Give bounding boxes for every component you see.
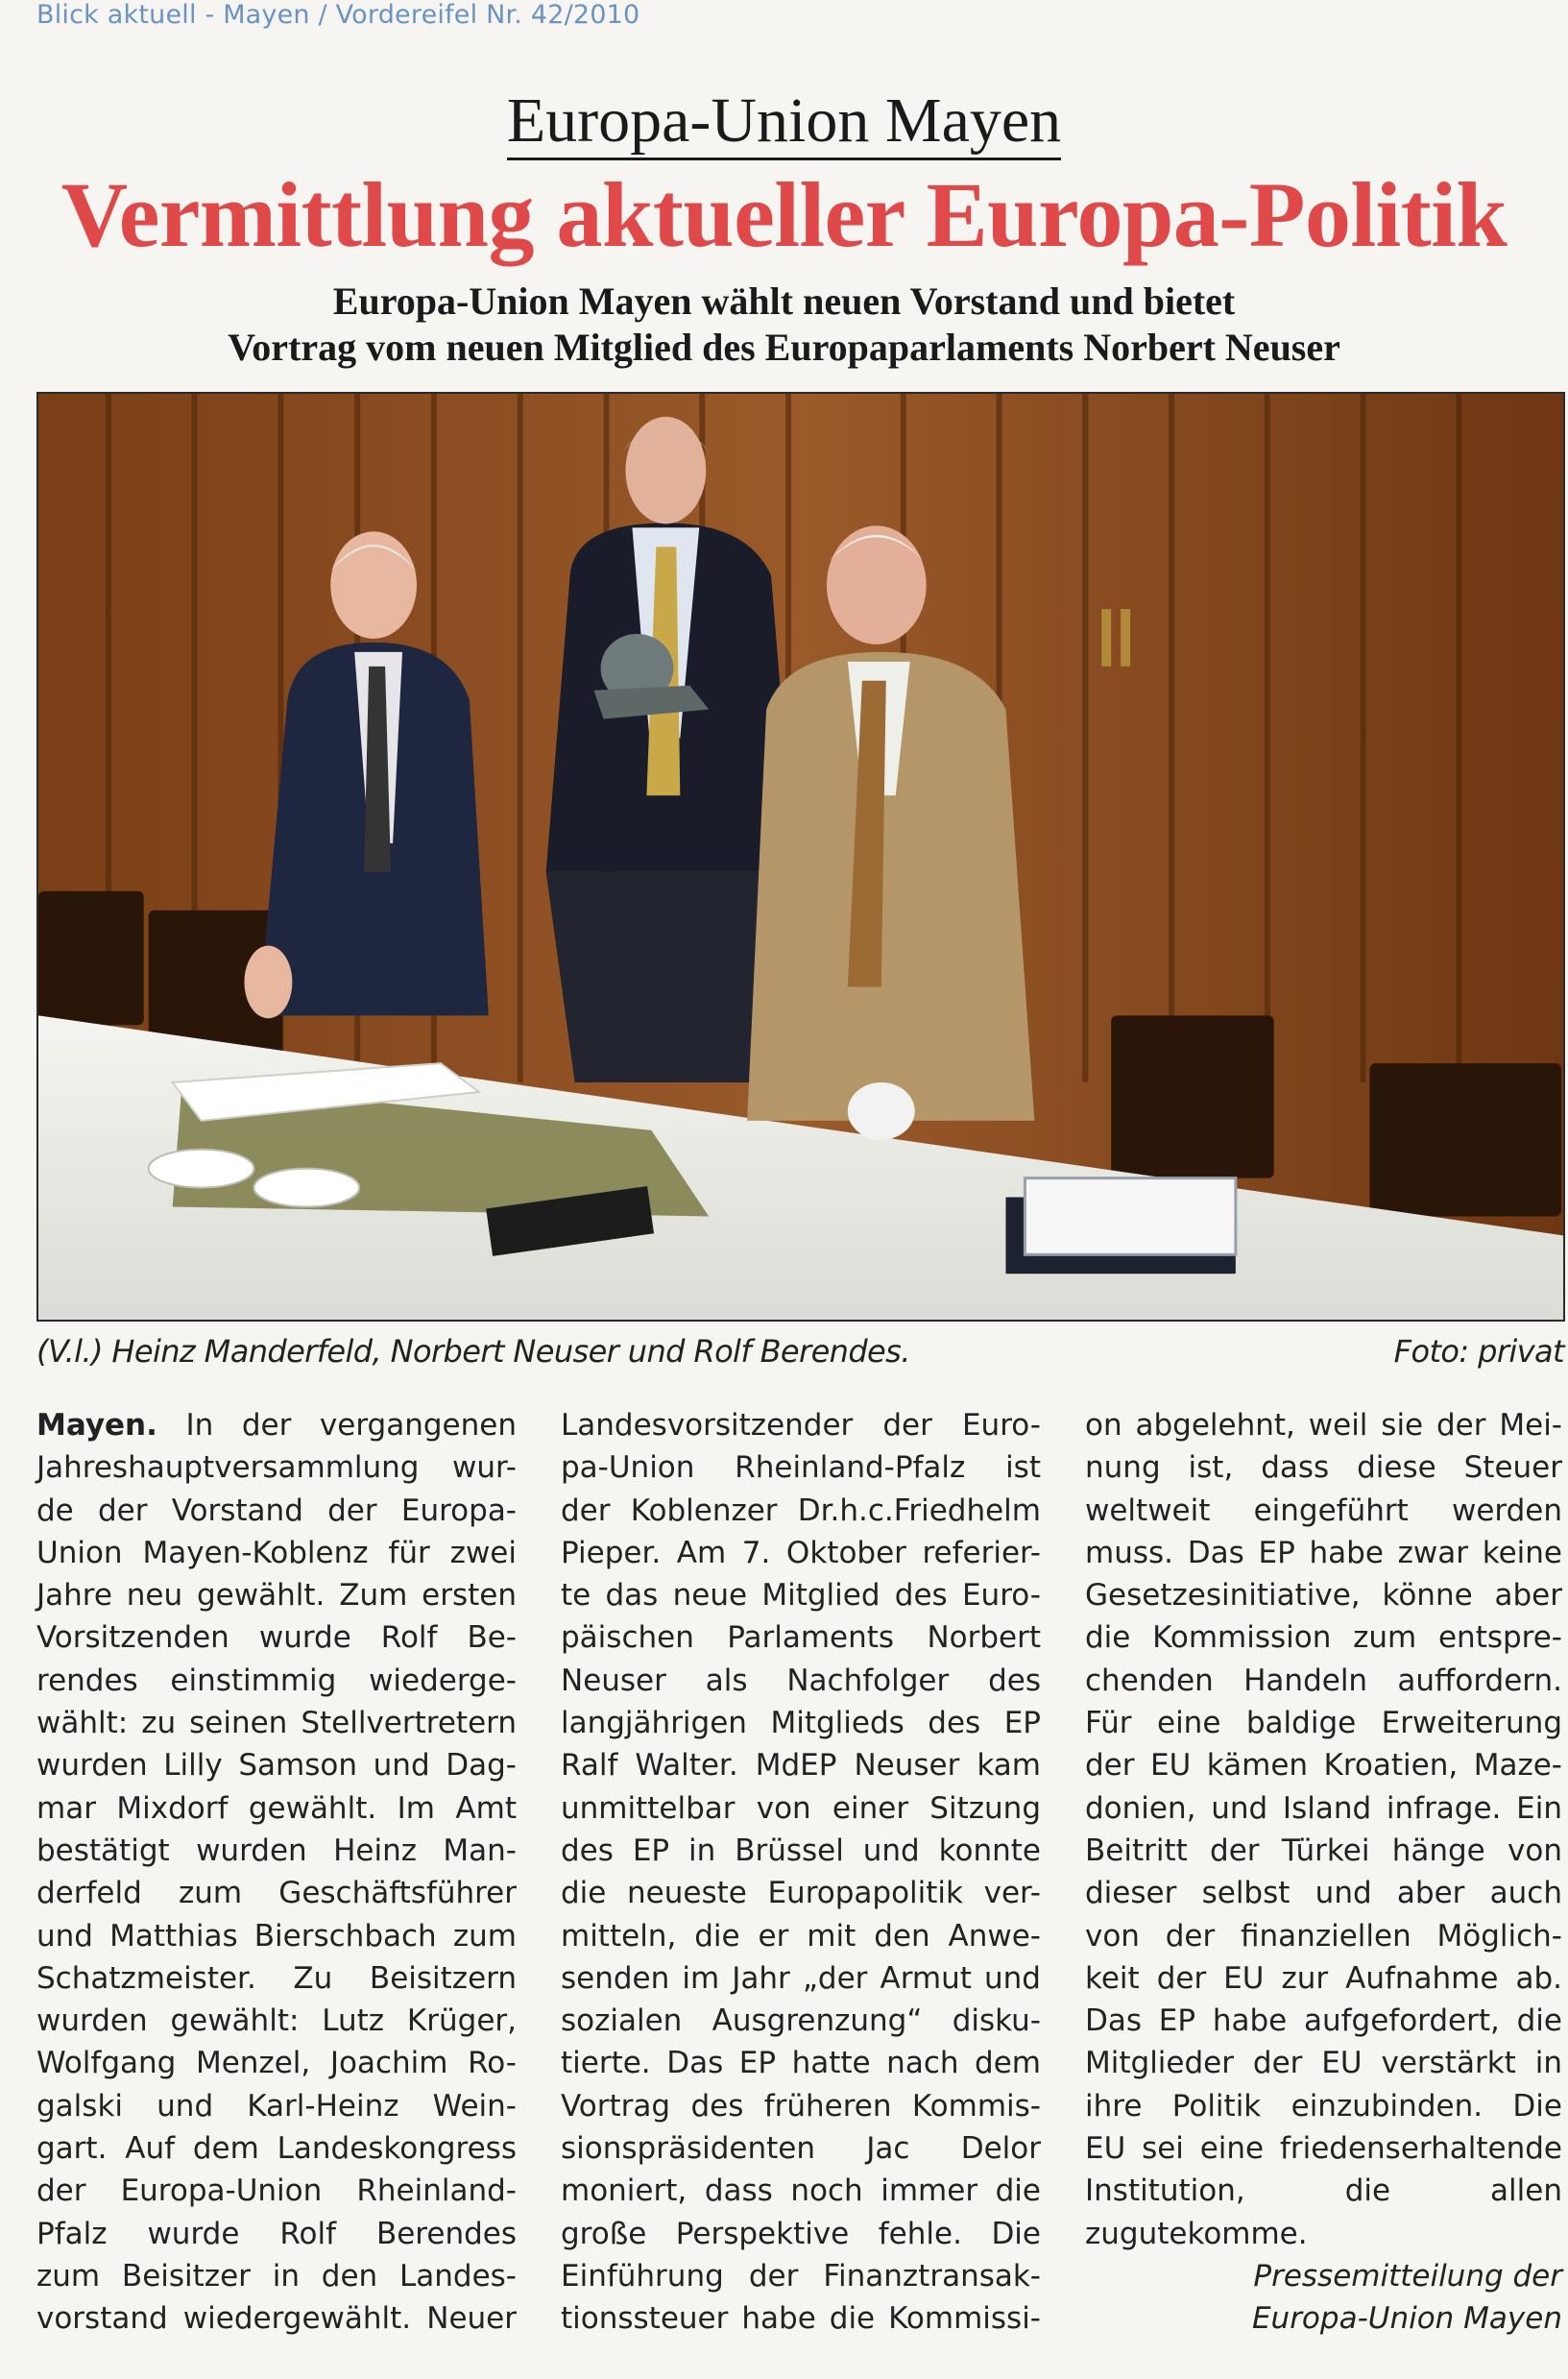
column-3-line: muss. Das EP habe zwar keine [1085,1535,1562,1570]
column-2-line: moniert, dass noch immer die [561,2173,1041,2209]
column-2-line: die neueste Europapolitik ver- [561,1876,1041,1911]
column-3-line: chenden Handeln auffordern. [1085,1663,1562,1698]
column-3-line: weltweit eingeführt werden [1085,1493,1562,1528]
column-3-line: Gesetzesinitiative, könne aber [1085,1578,1562,1614]
kicker [0,85,1568,158]
column-2-line: Ralf Walter. MdEP Neuser kam [561,1748,1041,1784]
column-1-line: derfeld zum Geschäftsführer [36,1876,517,1911]
photo-caption: (V.l.) Heinz Manderfeld, Norbert Neuser und Rolf Berendes. [36,1333,910,1370]
column-1-line: Union Mayen-Koblenz für zwei [36,1535,517,1570]
column-2-line: des EP in Brüssel und konnte [561,1833,1041,1868]
column-2-line: der Koblenzer Dr.h.c.Friedhelm [561,1493,1041,1528]
column-2-line: sionspräsidenten Jac Delor [561,2131,1041,2167]
column-1-line: wurden gewählt: Lutz Krüger, [36,2003,517,2039]
column-3-line: Für eine baldige Erweiterung [1085,1706,1562,1741]
column-2-line: mitteln, die er mit den Anwe- [561,1918,1041,1954]
column-3-line: EU sei eine friedenserhaltende [1085,2131,1562,2167]
subheadline-line-1: Europa-Union Mayen wählt neuen Vorstand und bietet [332,279,1236,323]
column-3-line: der EU kämen Kroatien, Maze- [1085,1748,1562,1784]
column-1-line: gart. Auf dem Landeskongress [36,2131,517,2167]
column-1-line: Mayen. In der vergangenen [36,1408,517,1443]
photo-credit: Foto: privat [1393,1333,1564,1370]
column-1-line: de der Vorstand der Europa- [36,1493,517,1528]
column-3-line: zugutekomme. [1085,2216,1308,2251]
column-3-line: donien, und Island infrage. Ein [1085,1790,1562,1826]
column-2-line: Einführung der Finanztransak- [561,2258,1041,2294]
column-2-line: senden im Jahr „der Armut und [561,1960,1041,1996]
column-3-line: Das EP habe aufgefordert, die [1085,2003,1562,2039]
article-column-3 [1085,1404,1562,2341]
publication-header: Blick aktuell - Mayen / Vordereifel Nr. 42/2010 [36,0,640,30]
column-3-line: dieser selbst und aber auch [1085,1876,1562,1911]
column-2-line: Pieper. Am 7. Oktober referier- [561,1535,1041,1570]
column-2-line: Vortrag des früheren Kommis- [561,2088,1041,2124]
column-2-line: tionssteuer habe die Kommissi- [561,2301,1041,2337]
column-1-line: vorstand wiedergewählt. Neuer [36,2301,517,2337]
column-3-line: Beitritt der Türkei hänge von [1085,1833,1562,1868]
column-3-line: keit der EU zur Aufnahme ab. [1085,1960,1562,1996]
column-1-line: bestätigt wurden Heinz Man- [36,1833,517,1868]
column-2-line: Landesvorsitzender der Euro- [561,1408,1041,1443]
column-2-line: sozialen Ausgrenzung“ disku- [561,2003,1041,2039]
subheadline-line-2: Vortrag vom neuen Mitglied des Europaparlaments Norbert Neuser [228,326,1340,369]
column-1-line: der Europa-Union Rheinland- [36,2173,517,2209]
article-column-1 [36,1404,517,2341]
photo-illustration [38,394,1563,1320]
headline: Vermittlung aktueller Europa-Politik [60,163,1508,266]
column-1-line: Pfalz wurde Rolf Berendes [36,2216,517,2251]
press-signature-line-2: Europa-Union Mayen [1251,2301,1562,2337]
column-2-line: pa-Union Rheinland-Pfalz ist [561,1450,1041,1486]
column-2-line: tierte. Das EP hatte nach dem [561,2046,1041,2081]
column-3-line: von der finanziellen Möglich- [1085,1918,1562,1954]
column-2-line: unmittelbar von einer Sitzung [561,1790,1041,1826]
dateline: Mayen. [36,1408,157,1443]
column-1-line: Schatzmeister. Zu Beisitzern [36,1960,517,1996]
column-2-line: Neuser als Nachfolger des [561,1663,1041,1698]
column-1-line: und Matthias Bierschbach zum [36,1918,517,1954]
column-2-line: päischen Parlaments Norbert [561,1620,1041,1656]
column-2-line: große Perspektive fehle. Die [561,2216,1041,2251]
column-1-line: mar Mixdorf gewählt. Im Amt [36,1790,517,1826]
column-3-line: nung ist, dass diese Steuer [1085,1450,1562,1486]
column-1-line: galski und Karl-Heinz Wein- [36,2088,517,2124]
column-2-line: langjährigen Mitglieds des EP [561,1706,1041,1741]
column-1-line: rendes einstimmig wiederge- [36,1663,517,1698]
column-1-line: Jahreshauptversammlung wur- [36,1450,517,1486]
column-1-line: wurden Lilly Samson und Dag- [36,1748,517,1784]
column-1-line: wählt: zu seinen Stellvertretern [36,1706,517,1741]
article-column-2 [561,1404,1041,2341]
article-photo [36,392,1565,1322]
column-3-line: on abgelehnt, weil sie der Mei- [1085,1408,1562,1443]
column-1-line: Jahre neu gewählt. Zum ersten [36,1578,517,1614]
column-3-line: die Kommission zum entspre- [1085,1620,1562,1656]
column-1-line: zum Beisitzer in den Landes- [36,2258,517,2294]
column-3-line: Mitglieder der EU verstärkt in [1085,2046,1562,2081]
subheadline [0,279,1568,371]
press-signature-line-1: Pressemitteilung der [1253,2258,1562,2294]
column-3-line: Institution, die allen [1085,2173,1562,2209]
column-1-line: Vorsitzenden wurde Rolf Be- [36,1620,517,1656]
kicker-text: Europa-Union Mayen [507,85,1061,160]
column-2-line: te das neue Mitglied des Euro- [561,1578,1041,1614]
column-1-line: Wolfgang Menzel, Joachim Ro- [36,2046,517,2081]
column-3-line: ihre Politik einzubinden. Die [1085,2088,1562,2124]
